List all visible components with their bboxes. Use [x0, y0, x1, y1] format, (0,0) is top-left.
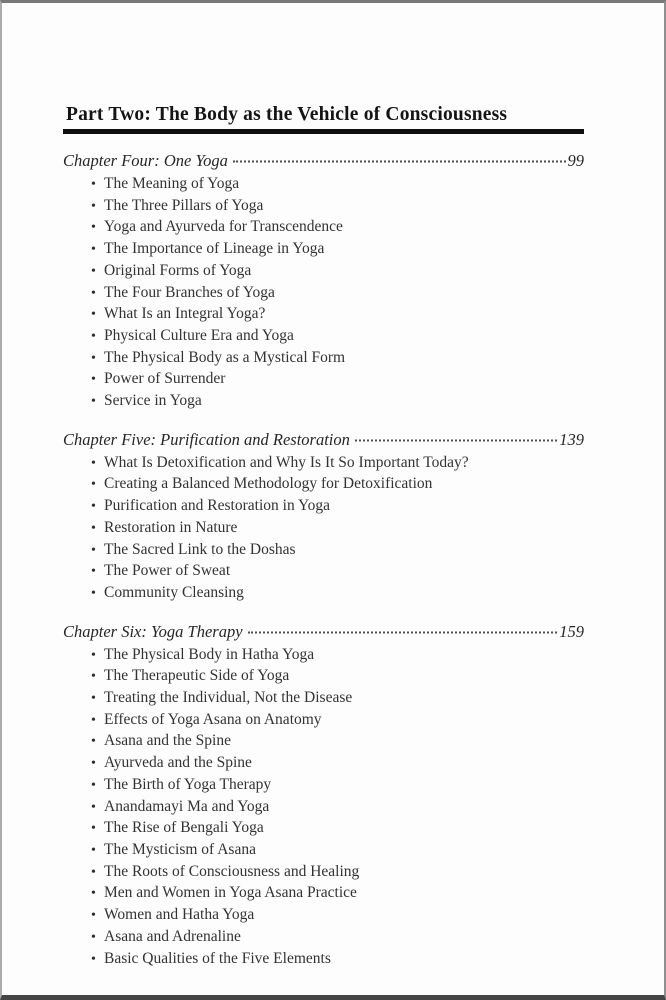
bullet-icon: • [91, 712, 96, 728]
bullet-icon: • [91, 929, 96, 945]
toc-item [91, 583, 584, 605]
toc-item-label: Purification and Restoration in Yoga [104, 497, 331, 515]
toc-item [91, 348, 584, 370]
toc-item [91, 174, 584, 196]
toc-item-label: Treating the Individual, Not the Disease [104, 689, 353, 707]
chapter-heading-row [63, 620, 584, 643]
bullet-icon: • [91, 263, 96, 279]
toc-item [91, 818, 584, 840]
toc-item-label: Physical Culture Era and Yoga [104, 326, 294, 344]
bullet-icon: • [91, 285, 96, 301]
toc-item-label: Women and Hatha Yoga [104, 906, 255, 924]
toc-item-label: What Is an Integral Yoga? [104, 305, 266, 323]
toc-item [91, 753, 584, 775]
bullet-icon: • [91, 542, 96, 558]
toc-item [91, 217, 584, 239]
toc-item [91, 905, 584, 927]
toc-item [91, 731, 584, 753]
dot-leader [233, 161, 566, 163]
toc-item-label: Original Forms of Yoga [104, 261, 252, 279]
bullet-icon: • [91, 499, 96, 515]
bullet-icon: • [91, 669, 96, 685]
chapter-section-five [63, 428, 584, 605]
section-divider-rule [63, 129, 584, 134]
toc-item-label: Restoration in Nature [104, 518, 238, 536]
toc-item [91, 666, 584, 688]
toc-item-label: Creating a Balanced Methodology for Detoxification [104, 475, 433, 493]
bullet-icon: • [91, 908, 96, 924]
toc-item-label: Community Cleansing [104, 583, 244, 601]
bullet-icon: • [91, 777, 96, 793]
bullet-icon: • [91, 647, 96, 663]
toc-item [91, 453, 584, 475]
bullet-icon: • [91, 307, 96, 323]
toc-item [91, 561, 584, 583]
chapter-section-six [63, 620, 584, 971]
toc-item-label: The Physical Body as a Mystical Form [104, 348, 346, 366]
toc-item-label: The Importance of Lineage in Yoga [104, 240, 325, 258]
bullet-icon: • [91, 864, 96, 880]
chapter-heading-row [63, 149, 584, 172]
toc-item-label: Men and Women in Yoga Asana Practice [104, 884, 357, 902]
toc-item-label: Power of Surrender [104, 370, 226, 388]
toc-item [91, 239, 584, 261]
bullet-icon: • [91, 455, 96, 471]
dot-leader [248, 631, 558, 633]
chapter-page-number: 139 [559, 429, 584, 449]
toc-item-label: Service in Yoga [104, 392, 202, 410]
toc-item-label: The Three Pillars of Yoga [104, 196, 264, 214]
chapter-items-list [63, 453, 584, 605]
toc-item [91, 261, 584, 283]
bullet-icon: • [91, 842, 96, 858]
bullet-icon: • [91, 951, 96, 967]
bullet-icon: • [91, 886, 96, 902]
toc-item-label: The Mysticism of Asana [104, 840, 256, 858]
chapter-heading-row [63, 428, 584, 451]
toc-item [91, 540, 584, 562]
part-section-title: Part Two: The Body as the Vehicle of Consciousness [66, 104, 508, 125]
toc-item [91, 840, 584, 862]
toc-item-label: The Sacred Link to the Doshas [104, 540, 296, 558]
bullet-icon: • [91, 350, 96, 366]
toc-item [91, 474, 584, 496]
chapter-section-four [63, 149, 584, 413]
toc-item-label: The Power of Sweat [104, 562, 231, 580]
toc-item [91, 391, 584, 413]
toc-item-label: The Physical Body in Hatha Yoga [104, 645, 315, 663]
toc-item [91, 369, 584, 391]
chapter-title: Chapter Six: Yoga Therapy [63, 621, 243, 641]
toc-item [91, 283, 584, 305]
toc-item-label: The Meaning of Yoga [104, 175, 240, 192]
bullet-icon: • [91, 177, 96, 192]
bullet-icon: • [91, 242, 96, 258]
bullet-icon: • [91, 198, 96, 214]
toc-item-label: Effects of Yoga Asana on Anatomy [104, 710, 322, 728]
toc-item [91, 688, 584, 710]
chapter-page-number: 159 [559, 621, 584, 641]
bullet-icon: • [91, 372, 96, 388]
toc-item [91, 645, 584, 667]
bullet-icon: • [91, 328, 96, 344]
toc-item-label: Ayurveda and the Spine [104, 754, 252, 772]
bullet-icon: • [91, 585, 96, 601]
bullet-icon: • [91, 799, 96, 815]
toc-item [91, 927, 584, 949]
toc-item [91, 775, 584, 797]
chapter-items-list [63, 174, 584, 413]
bullet-icon: • [91, 734, 96, 750]
bullet-icon: • [91, 756, 96, 772]
toc-item-label: The Therapeutic Side of Yoga [104, 667, 290, 685]
toc-item-label: The Four Branches of Yoga [104, 283, 275, 301]
bullet-icon: • [91, 394, 96, 410]
toc-item [91, 883, 584, 905]
toc-item [91, 518, 584, 540]
toc-item-label: The Birth of Yoga Therapy [104, 775, 272, 793]
toc-item-label: What Is Detoxification and Why Is It So Important Today? [104, 453, 469, 471]
bullet-icon: • [91, 691, 96, 707]
toc-item-label: Anandamayi Ma and Yoga [104, 797, 270, 815]
toc-item-label: Asana and the Spine [104, 732, 231, 750]
bullet-icon: • [91, 220, 96, 236]
bullet-icon: • [91, 564, 96, 580]
toc-item-label: The Roots of Consciousness and Healing [104, 862, 360, 880]
chapter-title: Chapter Four: One Yoga [63, 151, 228, 170]
toc-item [91, 797, 584, 819]
toc-item [91, 949, 584, 971]
bullet-icon: • [91, 477, 96, 493]
toc-item [91, 196, 584, 218]
toc-item-label: Asana and Adrenaline [104, 927, 241, 945]
toc-item-label: The Rise of Bengali Yoga [104, 819, 264, 837]
dot-leader [355, 439, 557, 441]
toc-item [91, 710, 584, 732]
toc-item [91, 862, 584, 884]
chapter-title: Chapter Five: Purification and Restoration [63, 429, 350, 449]
chapter-page-number: 99 [567, 151, 584, 170]
toc-item [91, 496, 584, 518]
toc-item-label: Yoga and Ayurveda for Transcendence [104, 218, 343, 236]
toc-item-label: Basic Qualities of the Five Elements [104, 949, 331, 967]
toc-item [91, 304, 584, 326]
bullet-icon: • [91, 520, 96, 536]
chapter-items-list [63, 645, 584, 971]
bullet-icon: • [91, 821, 96, 837]
toc-item [91, 326, 584, 348]
